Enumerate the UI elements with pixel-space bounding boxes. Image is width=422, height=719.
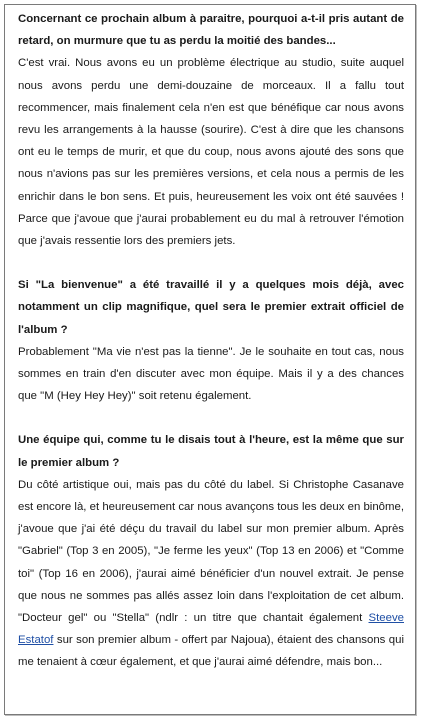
question-2: Si "La bienvenue" a été travaillé il y a quelques mois déjà, avec notamment un clip magnifique, quel sera le premier extrait officiel de l'album ? [18,279,404,336]
artist-link[interactable]: Steeve Estatof [18,612,404,647]
answer-3-part-1: Du côté artistique oui, mais pas du côté du label. Si Christophe Casanave est encore là, et heureusement car nous avançons tous les deux en binôme, j'avoue que j'ai été déçu du travail du label sur mon premier album. Après "Gabriel" (Top 3 en 2005), "Je ferme les yeux" (Top 13 en 2006) et "Comme toi" (Top 16 en 2006), j'aurai aimé bénéficier d'un nouvel extrait. Je pense que nous ne sommes pas allés assez loin dans l'exploitation de cet album. "Docteur gel" ou "Stella" (ndlr : un titre que chantait également [18,478,404,625]
interview-content [5,5,415,674]
answer-3-part-2: sur son premier album - offert par Najoua), étaient des chansons qui me tenaient à cœur également, et que j'aurai aimé défendre, mais bon... [18,634,404,669]
question-1: Concernant ce prochain album à paraitre, pourquoi a-t-il pris autant de retard, on murmure que tu as perdu la moitié des bandes... [18,13,404,48]
qa-block-2 [18,274,404,407]
interview-panel [4,4,416,715]
answer-1: C'est vrai. Nous avons eu un problème électrique au studio, suite auquel nous avons perdu une demi-douzaine de morceaux. Il a fallu tout recommencer, mais finalement cela n'en est que bénéfique car nous avons revu les arrangements à la hausse (sourire). C'est à dire que les chansons ont eu le temps de murir, et que du coup, nous avons ajouté des sons que nous n'avions pas sur les premières versions, et cela nous a permis de les enrichir dans le bon sens. Et puis, heureusement les voix ont été sauvées ! Parce que j'avoue que j'aurai probablement eu du mal à retrouver l'émotion que j'avais ressentie lors des premiers jets. [18,57,404,248]
answer-3 [18,474,404,674]
answer-2: Probablement "Ma vie n'est pas la tienne". Je le souhaite en tout cas, nous sommes en train d'en discuter avec mon équipe. Mais il y a des chances que "M (Hey Hey Hey)" soit retenu également. [18,345,404,403]
qa-block-3 [18,429,404,673]
question-3: Une équipe qui, comme tu le disais tout à l'heure, est la même que sur le premier album ? [18,434,404,469]
qa-block-1 [18,8,404,252]
